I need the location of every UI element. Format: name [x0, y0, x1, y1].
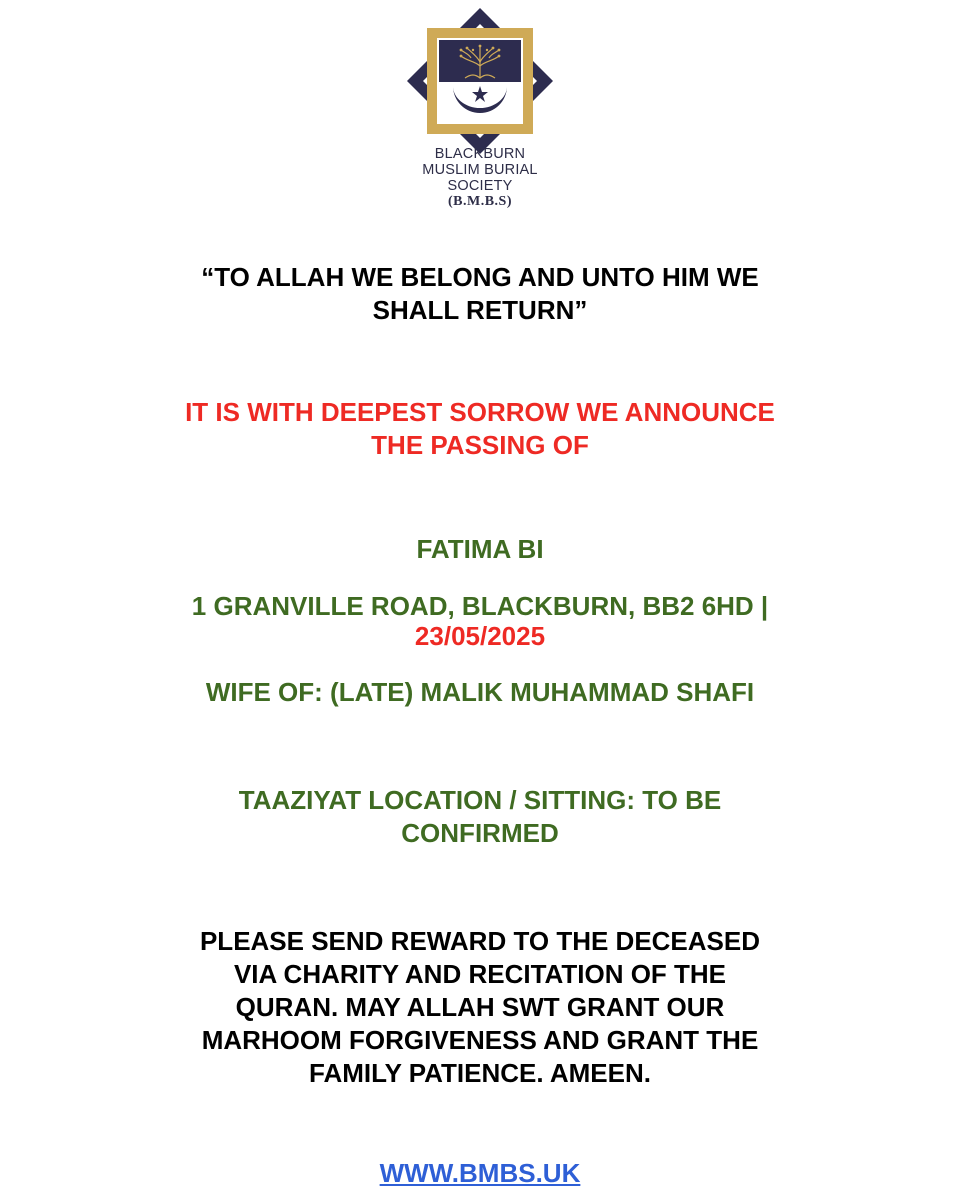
- website-link[interactable]: WWW.BMBS.UK: [379, 1158, 581, 1188]
- org-abbreviation: (B.M.B.S): [448, 194, 512, 209]
- org-name-line1: BLACKBURN: [434, 146, 526, 162]
- org-name-line2: MUSLIM BURIAL: [422, 162, 538, 178]
- org-name-line3: SOCIETY: [447, 178, 513, 194]
- relation-line: WIFE OF: (LATE) MALIK MUHAMMAD SHAFI: [205, 677, 755, 707]
- website-line: [0, 1157, 960, 1190]
- sorrow-announcement: IT IS WITH DEEPEST SORROW WE ANNOUNCE THE PASSING OF: [185, 397, 775, 460]
- deceased-name: FATIMA BI: [416, 534, 544, 564]
- org-name: [380, 146, 580, 194]
- date-of-passing: 23/05/2025: [414, 621, 546, 651]
- bmbs-logo-icon: [405, 6, 555, 156]
- logo-tree-banner: [439, 40, 521, 82]
- quranic-quote: “TO ALLAH WE BELONG AND UNTO HIM WE SHALL RETURN”: [201, 262, 759, 325]
- deceased-address: 1 GRANVILLE ROAD, BLACKBURN, BB2 6HD |: [191, 591, 769, 621]
- taziyat-location: TAAZIYAT LOCATION / SITTING: TO BE CONFIRMED: [238, 785, 722, 848]
- reward-message: PLEASE SEND REWARD TO THE DECEASED VIA CHARITY AND RECITATION OF THE QURAN. MAY ALLAH SWT GRANT OUR MARHOOM FORGIVENESS AND GRANT THE FAMILY PATIENCE. AMEEN.: [199, 926, 761, 1088]
